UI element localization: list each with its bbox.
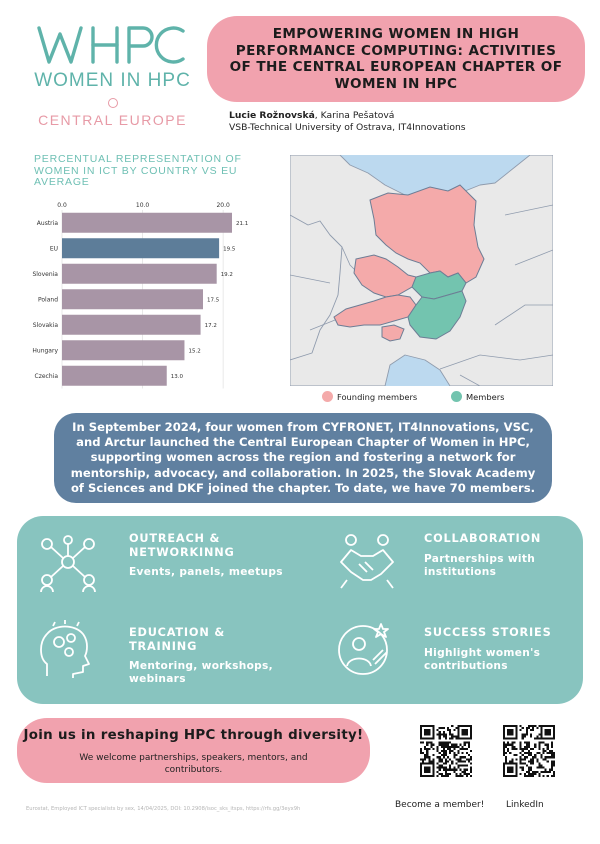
qr-label-linkedin[interactable]: LinkedIn — [506, 800, 544, 810]
chart-value-label: 17.5 — [206, 297, 220, 304]
feature-success-stories — [424, 626, 574, 673]
legend-founding-label: Founding members — [337, 391, 418, 402]
legend-members-label: Members — [466, 391, 505, 402]
chart-category-label: Slovakia — [32, 321, 58, 329]
chart-category-label: Hungary — [32, 347, 58, 355]
feature-collaboration-desc: Partnerships with institutions — [424, 552, 536, 578]
chart-bar — [62, 289, 203, 309]
chart-category-label: Czechia — [34, 372, 58, 380]
chart-value-label: 13.0 — [170, 373, 183, 380]
info-box — [54, 413, 552, 503]
title-banner — [207, 16, 585, 102]
feature-success-desc: Highlight women's contributions — [424, 646, 541, 672]
membership-qr-code[interactable] — [420, 725, 472, 777]
legend-members — [451, 391, 504, 402]
logo-region: CENTRAL EUROPE — [38, 112, 187, 128]
cta-title: Join us in reshaping HPC through diversity! — [23, 728, 364, 743]
chart-category-label: Poland — [37, 296, 58, 304]
chart-bar — [62, 366, 167, 386]
feature-collaboration-title: COLLABORATION — [424, 532, 542, 545]
head-gears-icon — [37, 620, 93, 680]
chart-bar — [62, 238, 219, 258]
feature-outreach — [129, 532, 289, 579]
handshake-icon — [337, 532, 397, 590]
chart-category-label: EU — [49, 245, 58, 253]
chart-value-label: 19.2 — [220, 271, 233, 278]
legend-swatch-teal — [451, 391, 462, 402]
chart-title: PERCENTUAL REPRESENTATION OF WOMEN IN ICT BY COUNTRY VS EU AVERAGE — [34, 153, 242, 188]
achievement-person-icon — [335, 620, 393, 680]
chart-bar — [62, 340, 184, 360]
chart-value-label: 15.2 — [188, 348, 201, 355]
chart-bar — [62, 315, 201, 335]
call-to-action — [17, 718, 370, 783]
chart-category-label: Austria — [36, 219, 58, 227]
chart-x-tick: 20.0 — [216, 202, 230, 209]
chart-x-tick: 10.0 — [135, 202, 150, 209]
chart-x-tick: 0.0 — [57, 202, 67, 209]
bar-chart — [26, 198, 266, 398]
chart-bar — [62, 213, 232, 233]
footnote: Eurostat, Employed ICT specialists by sex, 14/04/2025, DOI: 10.2908/isoc_sks_itsps, https://rfs.gg/3eyx9h — [26, 806, 301, 812]
affiliation: VSB-Technical University of Ostrava, IT4Innovations — [229, 122, 466, 133]
legend-swatch-pink — [322, 391, 333, 402]
feature-success-title: SUCCESS STORIES — [424, 626, 552, 639]
info-text: In September 2024, four women from CYFRONET, IT4Innovations, VSC, and Arctur launched the Central European Chapter of Women in HPC, supporting women across the region and fostering a network for mentorship, advocacy, and collaboration. In 2025, the Slovak Academy of Sciences and DKF joined the chapter. To date, we have 70 members. — [70, 419, 536, 495]
linkedin-qr-code[interactable] — [503, 725, 555, 777]
cta-subtitle: We welcome partnerships, speakers, mentors, and contributors. — [79, 753, 308, 775]
chart-value-label: 17.2 — [204, 322, 217, 329]
feature-education-desc: Mentoring, workshops, webinars — [129, 660, 273, 685]
whpc-logo — [30, 22, 195, 134]
poster-title: EMPOWERING WOMEN IN HIGH PERFORMANCE COMPUTING: ACTIVITIES OF THE CENTRAL EUROPEAN CHAPTER OF WOMEN IN HPC — [229, 26, 563, 92]
feature-outreach-desc: Events, panels, meetups — [129, 566, 283, 578]
chart-value-label: 21.1 — [236, 220, 249, 227]
lead-author: Lucie Rožnovská — [229, 110, 315, 121]
authors — [229, 110, 466, 134]
map-svg — [290, 155, 553, 386]
logo-dot — [108, 98, 118, 108]
feature-collaboration — [424, 532, 574, 579]
legend-founding-members — [322, 391, 417, 402]
central-europe-map — [290, 155, 553, 386]
logo-subtitle: WOMEN IN HPC — [34, 70, 191, 91]
co-authors: , Karina Pešatová — [314, 110, 395, 121]
feature-education-title: EDUCATION & TRAINING — [129, 626, 225, 653]
network-people-icon — [39, 534, 97, 594]
feature-outreach-title: OUTREACH & NETWORKINNG — [129, 532, 235, 559]
chart-bar — [62, 264, 217, 284]
chart-value-label: 19.5 — [223, 246, 236, 253]
features-panel — [17, 516, 583, 704]
chart-category-label: Slovenia — [32, 270, 58, 278]
feature-education — [129, 626, 289, 686]
whpc-logo-mark — [33, 22, 193, 68]
qr-label-membership[interactable]: Become a member! — [395, 800, 485, 810]
